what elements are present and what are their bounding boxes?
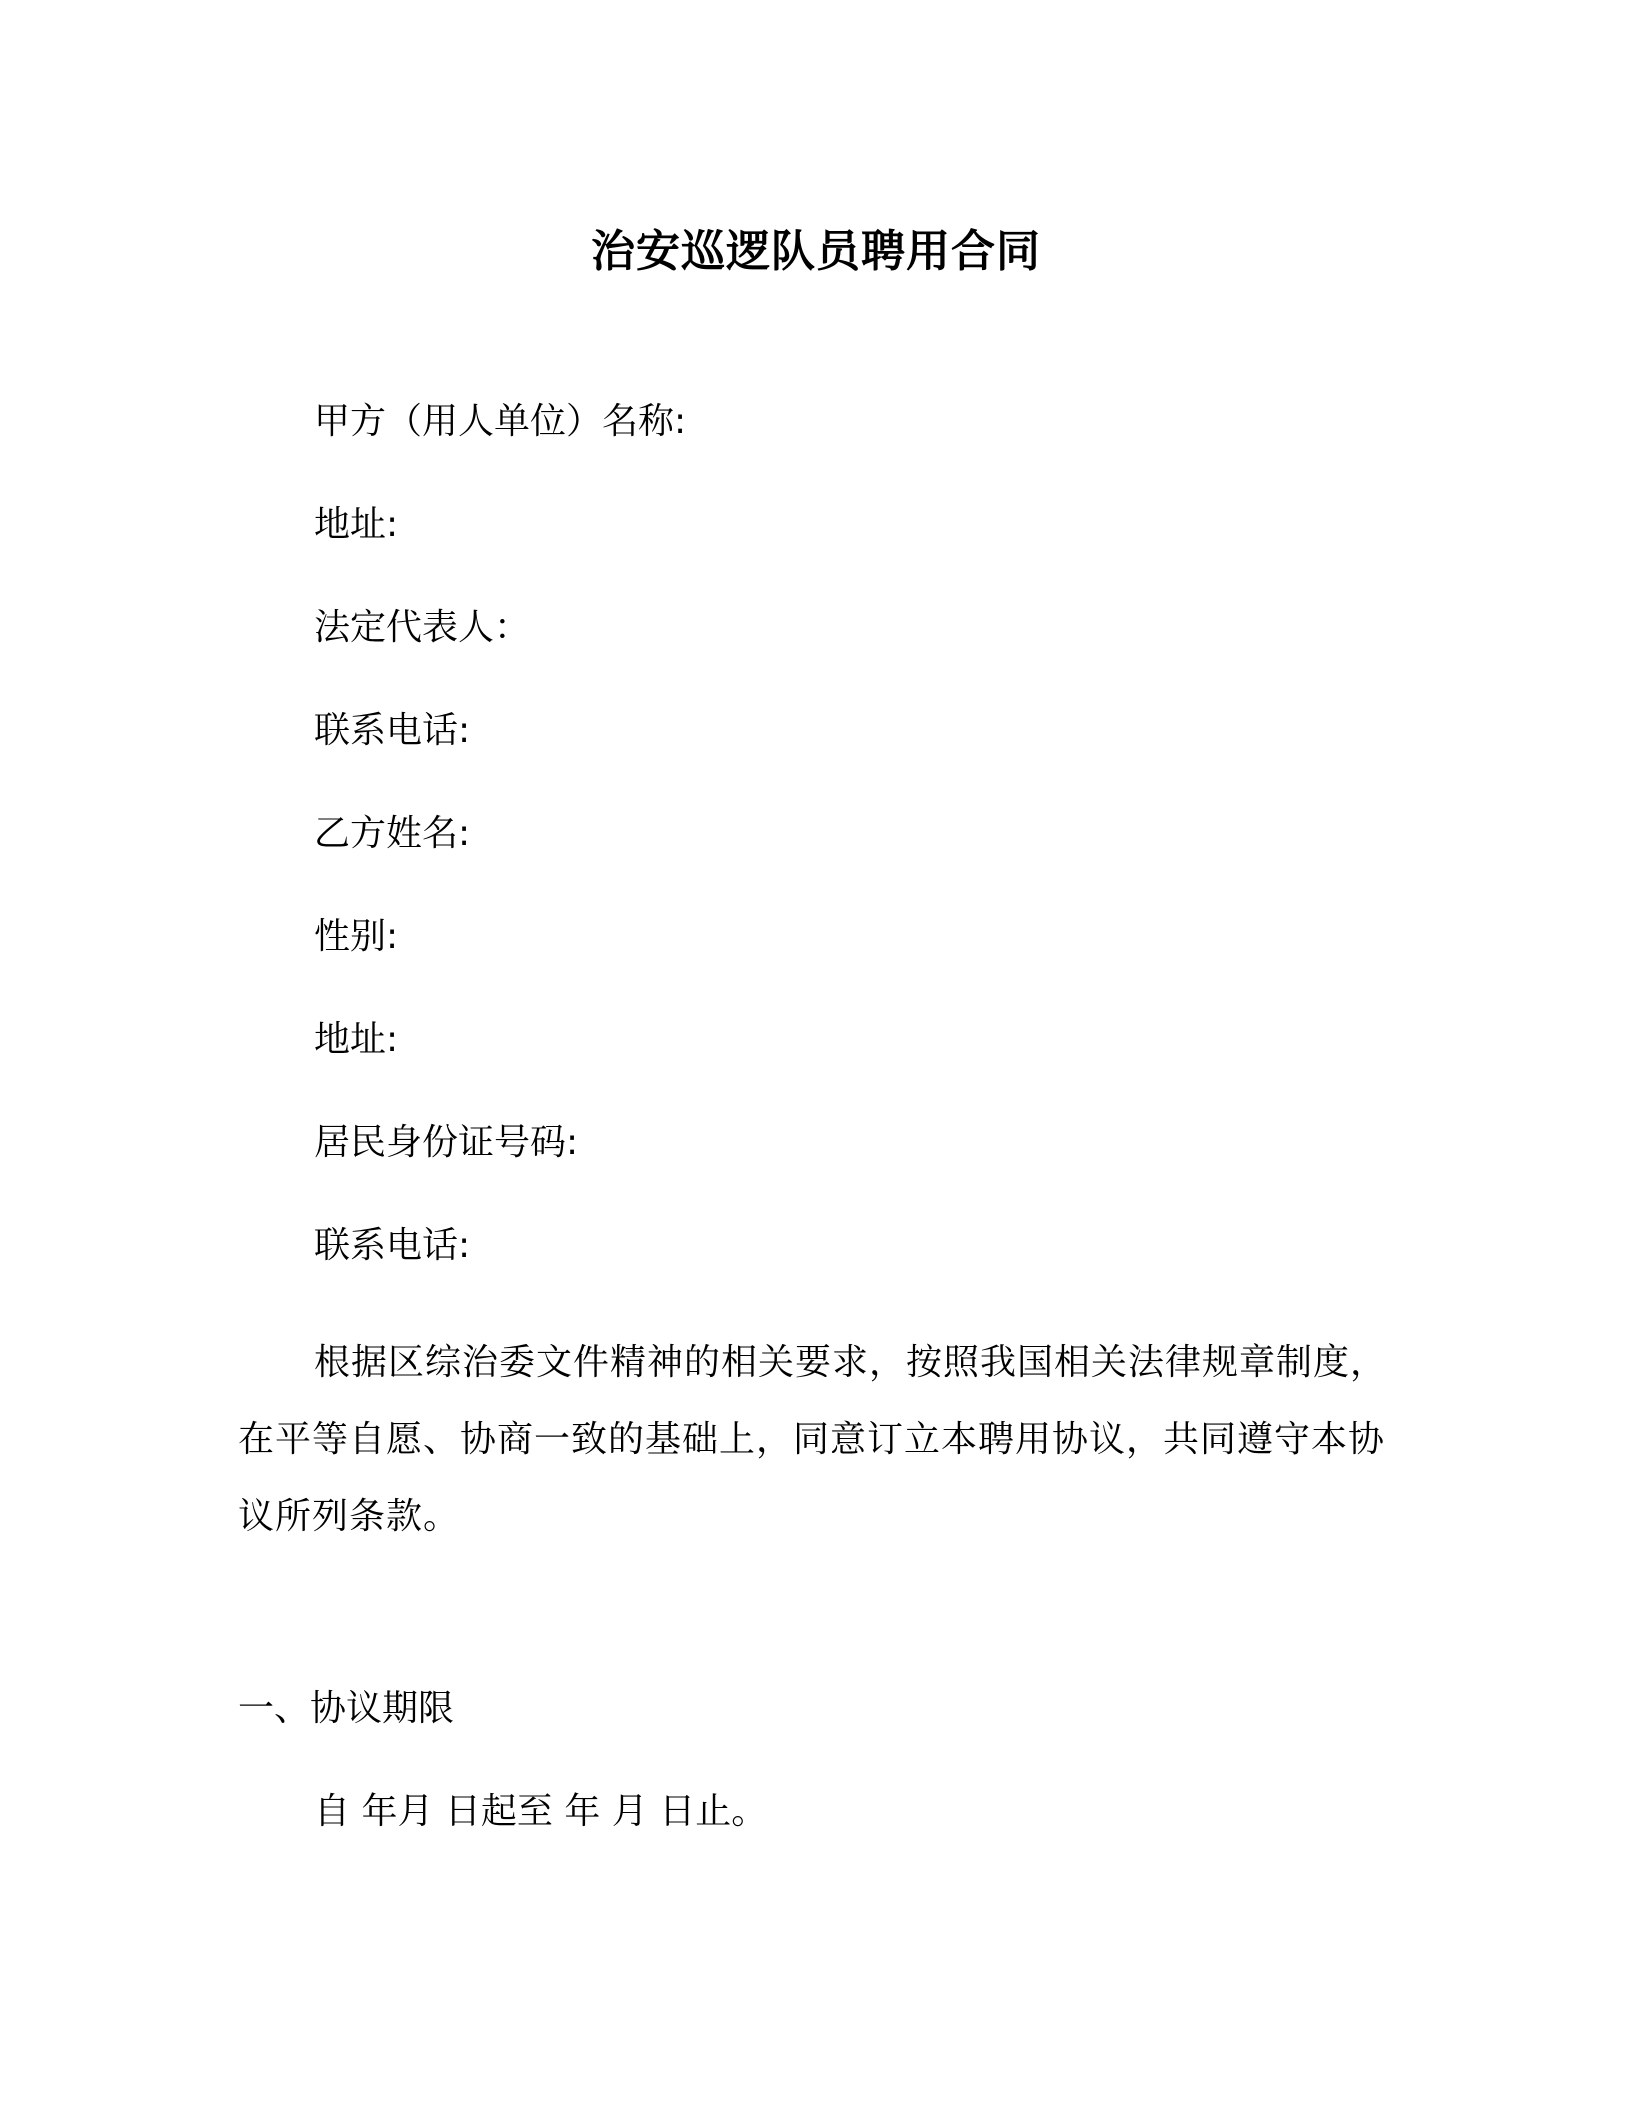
field-party-a-name: 甲方（用人单位）名称: xyxy=(314,401,687,442)
document-title: 治安巡逻队员聘用合同 xyxy=(591,226,1041,277)
section-term-body: 自 年月 日起至 年 月 日止。 xyxy=(314,1791,768,1832)
section-heading-term: 一、协议期限 xyxy=(238,1688,455,1729)
intro-paragraph: 根据区综治委文件精神的相关要求，按照我国相关法律规章制度，在平等自愿、协商一致的基础上，同意订立本聘用协议，共同遵守本协议所列条款。 xyxy=(238,1342,1388,1537)
field-legal-representative: 法定代表人： xyxy=(314,607,531,648)
field-party-b-id-number: 居民身份证号码: xyxy=(314,1122,579,1163)
field-party-b-address: 地址: xyxy=(314,1019,399,1060)
field-party-a-address: 地址: xyxy=(314,504,399,545)
field-party-b-phone: 联系电话: xyxy=(314,1225,471,1266)
field-party-b-name: 乙方姓名: xyxy=(314,813,471,854)
field-party-a-phone: 联系电话: xyxy=(314,710,471,751)
field-party-b-gender: 性别: xyxy=(314,916,399,957)
